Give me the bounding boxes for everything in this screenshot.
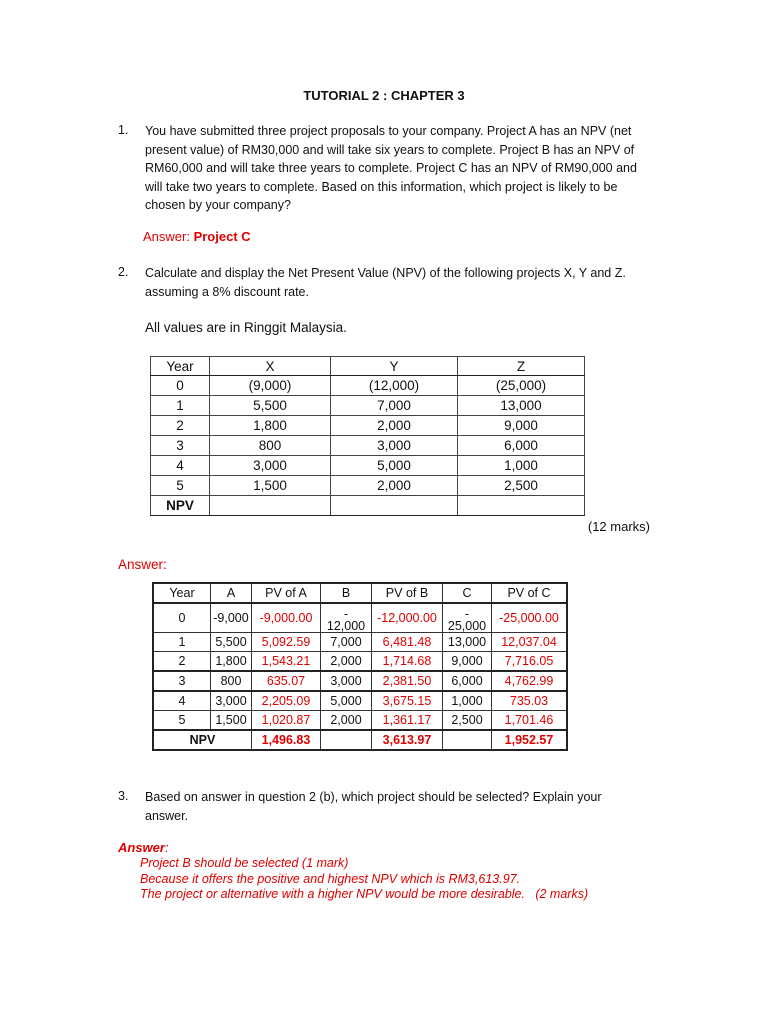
cell-line: 12,000 (326, 619, 366, 633)
header-cell: Year (153, 583, 211, 603)
answer-label: Answer (118, 840, 165, 855)
question-3-line: Based on answer in question 2 (b), which project should be selected? Explain your (145, 790, 602, 804)
header-cell: Y (331, 357, 458, 376)
cell (443, 603, 492, 633)
cell: 635.07 (252, 671, 321, 691)
cell: 1 (153, 633, 211, 652)
cell: 13,000 (443, 633, 492, 652)
cell: 5,000 (321, 691, 372, 711)
table-row (153, 671, 567, 691)
question-1-number: 1. (118, 123, 129, 137)
answer-value: Project C (193, 229, 251, 244)
cell: 5,500 (211, 633, 252, 652)
cell: 5,000 (331, 456, 458, 476)
cell: 1,714.68 (372, 652, 443, 672)
page-title: TUTORIAL 2 : CHAPTER 3 (303, 88, 465, 103)
answer-label: Answer: (143, 229, 194, 244)
npv-row (151, 496, 585, 516)
cell: 0 (151, 376, 210, 396)
table-row (151, 376, 585, 396)
table-row (151, 416, 585, 436)
table-row (153, 711, 567, 731)
answer-line: The project or alternative with a higher NPV would be more desirable. (2 marks) (140, 887, 589, 901)
question-3-line: answer. (145, 808, 189, 823)
npv-label: NPV (151, 496, 210, 516)
cell: 9,000 (443, 652, 492, 672)
cell: 5,500 (210, 396, 331, 416)
cell: (12,000) (331, 376, 458, 396)
cell: 6,000 (443, 671, 492, 691)
answer-line: Project B should be selected (1 mark) (140, 856, 349, 870)
cell: 7,000 (321, 633, 372, 652)
marks-label: (12 marks) (587, 519, 650, 534)
cell: 3,000 (331, 436, 458, 456)
header-cell: PV of A (252, 583, 321, 603)
npv-c-value: 1,952.57 (492, 730, 568, 750)
table-row (153, 633, 567, 652)
question-2-text (145, 264, 650, 301)
table-row (151, 396, 585, 416)
cell: (9,000) (210, 376, 331, 396)
cell: 9,000 (458, 416, 585, 436)
table-row (151, 476, 585, 496)
cell: 1,000 (458, 456, 585, 476)
npv-label: NPV (153, 730, 252, 750)
cell: 1,701.46 (492, 711, 568, 731)
cell: (25,000) (458, 376, 585, 396)
cell: 2 (153, 652, 211, 672)
header-cell: X (210, 357, 331, 376)
cell: 1,020.87 (252, 711, 321, 731)
table-row (151, 436, 585, 456)
cell: 3,000 (321, 671, 372, 691)
question-1-line: RM60,000 and will take three years to complete. Project C has an NPV of RM90,000 and (145, 161, 637, 175)
header-cell: PV of C (492, 583, 568, 603)
cell: 5,092.59 (252, 633, 321, 652)
question-2-line: assuming a 8% discount rate. (145, 284, 309, 299)
question-1-text (145, 122, 650, 215)
cell: 3,000 (211, 691, 252, 711)
cell: 2 (151, 416, 210, 436)
cell: 1,000 (443, 691, 492, 711)
npv-cell-empty (321, 730, 372, 750)
header-cell: Z (458, 357, 585, 376)
cell: 2,381.50 (372, 671, 443, 691)
cell: 4,762.99 (492, 671, 568, 691)
npv-a-value: 1,496.83 (252, 730, 321, 750)
cell: 735.03 (492, 691, 568, 711)
cell: 800 (211, 671, 252, 691)
cell: 1,361.17 (372, 711, 443, 731)
cell: 2,000 (321, 711, 372, 731)
header-cell: A (211, 583, 252, 603)
question-2-number: 2. (118, 265, 129, 279)
cell: 1,800 (210, 416, 331, 436)
currency-note: All values are in Ringgit Malaysia. (145, 320, 347, 335)
cell: 2,500 (458, 476, 585, 496)
cell: -9,000 (211, 603, 252, 633)
cell: 1,500 (211, 711, 252, 731)
cell: 1 (151, 396, 210, 416)
question-1-line: will take two years to complete. Based on this information, which project is likely to be (145, 179, 618, 194)
npv-answer-table (152, 582, 568, 751)
table-row (151, 456, 585, 476)
cell: 3 (153, 671, 211, 691)
npv-cell-empty (331, 496, 458, 516)
cell: -12,000.00 (372, 603, 443, 633)
cell: 4 (153, 691, 211, 711)
header-cell: Year (151, 357, 210, 376)
cell: 3,000 (210, 456, 331, 476)
cell: 2,000 (321, 652, 372, 672)
npv-row (153, 730, 567, 750)
cell: 3,675.15 (372, 691, 443, 711)
npv-cell-empty (443, 730, 492, 750)
cell: -9,000.00 (252, 603, 321, 633)
cell: 5 (151, 476, 210, 496)
cell: 3 (151, 436, 210, 456)
cell: 2,500 (443, 711, 492, 731)
cell: 1,543.21 (252, 652, 321, 672)
question-3-number: 3. (118, 789, 129, 803)
cell: 1,500 (210, 476, 331, 496)
cell: 7,000 (331, 396, 458, 416)
cell: 1,800 (211, 652, 252, 672)
cell: 0 (153, 603, 211, 633)
cell: 13,000 (458, 396, 585, 416)
cell: -25,000.00 (492, 603, 568, 633)
npv-b-value: 3,613.97 (372, 730, 443, 750)
question-1-line: present value) of RM30,000 and will take six years to complete. Project B has an NPV of (145, 142, 635, 157)
question-3-text (145, 788, 650, 825)
answer-line: Because it offers the positive and highest NPV which is RM3,613.97. (140, 871, 521, 886)
table-header-row (151, 357, 585, 376)
cell: 5 (153, 711, 211, 731)
table-row (153, 652, 567, 672)
npv-cell-empty (210, 496, 331, 516)
table-row (153, 603, 567, 633)
cell: 12,037.04 (492, 633, 568, 652)
cell: 800 (210, 436, 331, 456)
question-2-line: Calculate and display the Net Present Value (NPV) of the following projects X, Y and Z. (145, 266, 626, 280)
question-1-line: chosen by your company? (145, 198, 291, 212)
cell-line: - (464, 607, 470, 621)
cell: 4 (151, 456, 210, 476)
header-cell: C (443, 583, 492, 603)
npv-cell-empty (458, 496, 585, 516)
cell: 6,000 (458, 436, 585, 456)
projects-cashflow-table (150, 356, 585, 516)
cell: 2,000 (331, 416, 458, 436)
cell: 2,000 (331, 476, 458, 496)
question-3-answer-heading (118, 840, 169, 855)
cell-line: 25,000 (447, 619, 487, 633)
cell-line: - (343, 607, 349, 621)
answer-colon: : (164, 840, 169, 855)
question-2-answer-label: Answer: (118, 557, 167, 572)
header-cell: B (321, 583, 372, 603)
question-3-answer-text (140, 856, 588, 903)
table-row (153, 691, 567, 711)
cell: 2,205.09 (252, 691, 321, 711)
cell: 7,716.05 (492, 652, 568, 672)
question-1-line: You have submitted three project proposals to your company. Project A has an NPV (net (145, 124, 632, 138)
question-1-answer (143, 229, 251, 244)
table-header-row (153, 583, 567, 603)
header-cell: PV of B (372, 583, 443, 603)
cell (321, 603, 372, 633)
cell: 6,481.48 (372, 633, 443, 652)
